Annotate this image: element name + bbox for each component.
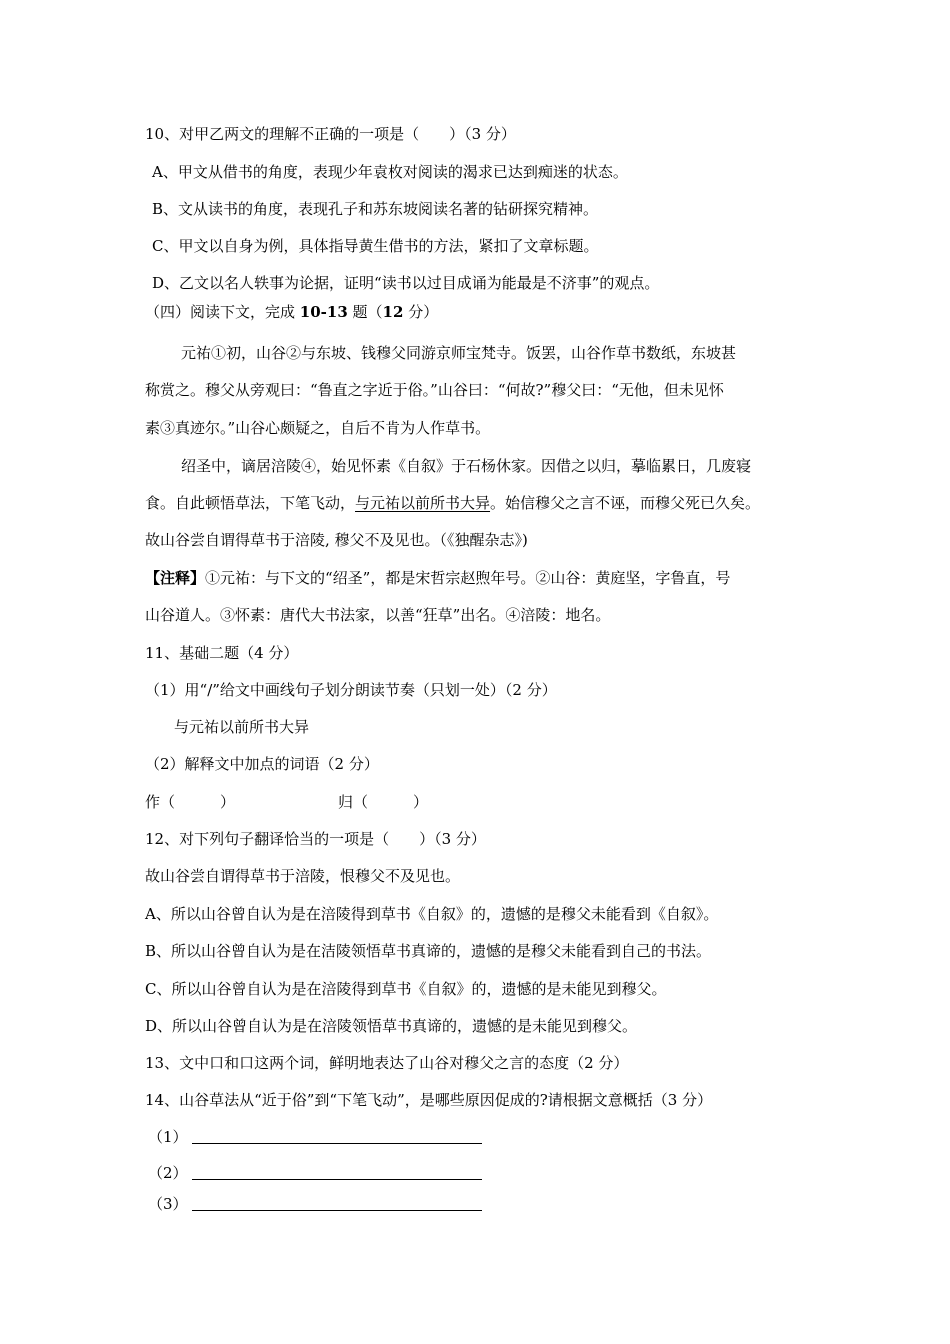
q14-answer-2 — [148, 1163, 482, 1183]
q10-option-b: B、文从读书的角度，表现孔子和苏东坡阅读名著的钻研探究精神。 — [152, 200, 599, 218]
q12-option-a: A、所以山谷曾自认为是在涪陵得到草书《自叙》的，遗憾的是穆父未能看到《自叙》。 — [145, 905, 719, 923]
section4-heading — [145, 302, 438, 322]
q14-answer-2-label: （2） — [148, 1164, 188, 1182]
q11-sub2: （2）解释文中加点的词语（2 分） — [145, 755, 379, 773]
passage-p2-line3: 故山谷尝自谓得草书于涪陵, 穆父不及见也。（《独醒杂志》) — [145, 531, 528, 549]
q10-option-d: D、乙文以名人轶事为论据，证明“读书以过目成诵为能最是不济事”的观点。 — [152, 274, 660, 292]
q14-stem: 14、山谷草法从“近于俗”到“下笔飞动”，是哪些原因促成的?请根据文意概括（3 分） — [145, 1091, 713, 1109]
q12-option-d: D、所以山谷曾自认为是在涪陵领悟草书真谛的，遗憾的是未能见到穆父。 — [145, 1017, 638, 1035]
answer-line-1[interactable] — [192, 1129, 482, 1144]
passage-p2-line2 — [145, 493, 760, 513]
underlined-sentence: 与元祐以前所书大异 — [355, 494, 491, 512]
notes-line1 — [145, 568, 730, 588]
section4-heading-mid: 题（ — [347, 303, 383, 321]
q11-stem: 11、基础二题（4 分） — [145, 644, 299, 662]
q14-answer-3 — [148, 1194, 482, 1214]
section4-heading-range: 10-13 — [299, 303, 348, 321]
q12-stem: 12、对下列句子翻译恰当的一项是（ ）（3 分） — [145, 830, 486, 848]
passage-p1-line2: 称赏之。穆父从旁观曰：“鲁直之字近于俗。”山谷曰：“何故?”穆父曰：“无他，但未见怀 — [145, 381, 724, 399]
passage-p2-line2-post: 。始信穆父之言不诬，而穆父死已久矣。 — [490, 494, 761, 512]
q11-sub1: （1）用“/”给文中画线句子划分朗读节奏（只划一处）（2 分） — [145, 681, 557, 699]
q14-answer-1-label: （1） — [148, 1128, 188, 1146]
passage-p1-line3: 素③真迹尔。”山谷心颇疑之，自后不肯为人作草书。 — [145, 419, 491, 437]
q11-sub1-sentence: 与元祐以前所书大异 — [174, 718, 310, 736]
section4-heading-score: 12 — [382, 303, 404, 321]
q10-stem: 10、对甲乙两文的理解不正确的一项是（ ）（3 分） — [145, 125, 516, 143]
passage-p2-line2-pre: 食。自此顿悟草法，下笔飞动， — [145, 494, 356, 512]
notes-label: 【注释】 — [145, 569, 206, 587]
q12-sentence: 故山谷尝自谓得草书于涪陵，恨穆父不及见也。 — [145, 867, 461, 885]
q12-option-b: B、所以山谷曾自认为是在洁陵领悟草书真谛的，遗憾的是穆父未能看到自己的书法。 — [145, 942, 712, 960]
q10-option-a: A、甲文从借书的角度，表现少年袁枚对阅读的渴求已达到痴迷的状态。 — [152, 163, 628, 181]
section4-heading-post: 分） — [403, 303, 439, 321]
passage-p1-line1: 元祐①初，山谷②与东坡、钱穆父同游京师宝梵寺。饭罢，山谷作草书数纸，东坡甚 — [181, 344, 737, 362]
notes-text1: ①元祐：与下文的“绍圣”，都是宋哲宗赵煦年号。②山谷：黄庭坚，字鲁直，号 — [205, 569, 731, 587]
notes-line2: 山谷道人。③怀素：唐代大书法家，以善“狂草”出名。④涪陵：地名。 — [145, 606, 611, 624]
answer-line-2[interactable] — [192, 1165, 482, 1180]
q12-option-c: C、所以山谷曾自认为是在涪陵得到草书《自叙》的，遗憾的是未能见到穆父。 — [145, 980, 667, 998]
section4-heading-pre: （四）阅读下文，完成 — [145, 303, 300, 321]
q11-word2: 归（ ） — [338, 793, 429, 811]
q14-answer-3-label: （3） — [148, 1195, 188, 1213]
q11-word1: 作（ ） — [145, 793, 236, 811]
q13-stem: 13、文中口和口这两个词，鲜明地表达了山谷对穆父之言的态度（2 分） — [145, 1054, 629, 1072]
q14-answer-1 — [148, 1127, 482, 1147]
q10-option-c: C、甲文以自身为例，具体指导黄生借书的方法，紧扣了文章标题。 — [152, 237, 599, 255]
answer-line-3[interactable] — [192, 1196, 482, 1211]
passage-p2-line1: 绍圣中，谪居涪陵④，始见怀素《自叙》于石杨休家。因借之以归，摹临累日，几废寝 — [181, 457, 752, 475]
